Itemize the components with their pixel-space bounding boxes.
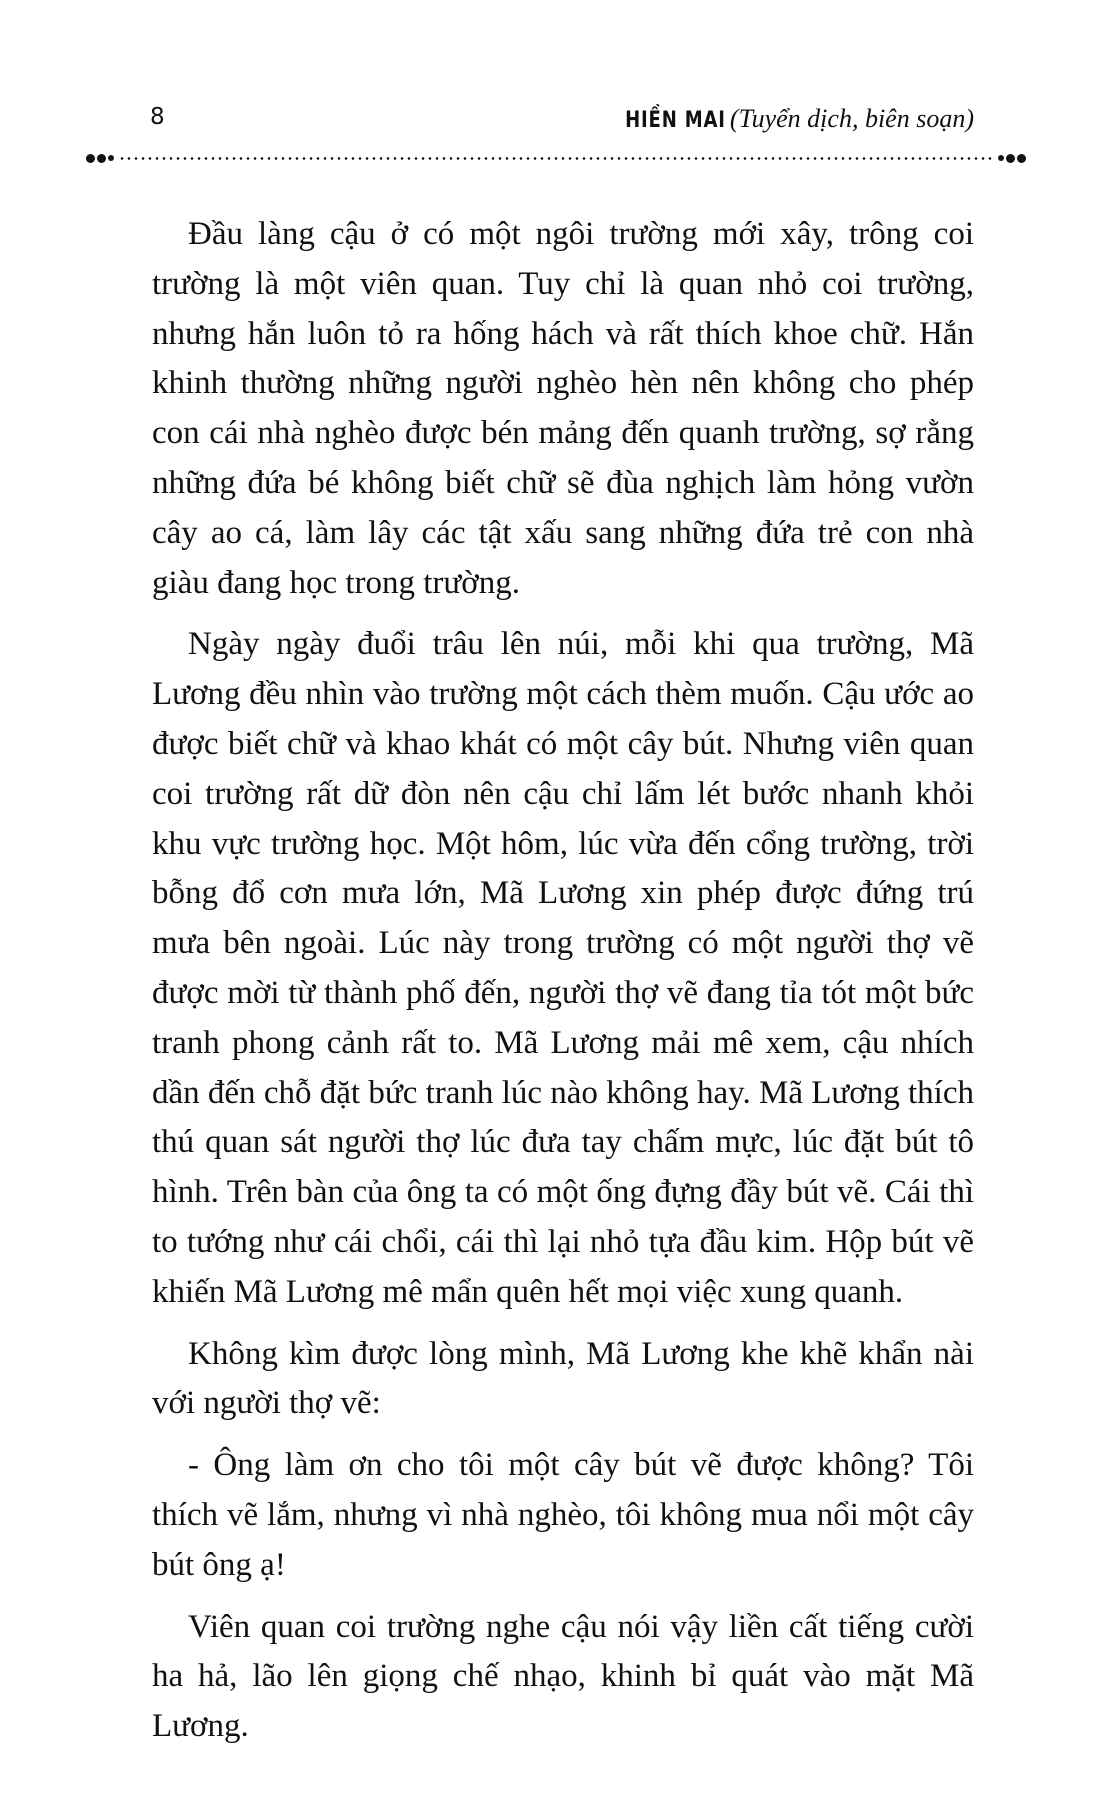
dotted-line (117, 157, 995, 160)
divider-dot-icon (108, 155, 114, 161)
running-header (150, 104, 974, 144)
divider-dot-icon (97, 154, 106, 163)
divider-dot-icon (1017, 154, 1026, 163)
divider-dot-icon (998, 155, 1004, 161)
page-number: 8 (150, 104, 165, 130)
paragraph: Viên quan coi trường nghe cậu nói vậy liền cất tiếng cười ha hả, lão lên giọng chế nhạo, khinh bỉ quát vào mặt Mã Lương. (152, 1608, 974, 1745)
paragraph: - Ông làm ơn cho tôi một cây bút vẽ được không? Tôi thích vẽ lắm, nhưng vì nhà nghèo, tôi không mua nổi một cây bút ông ạ! (152, 1447, 974, 1583)
header-subtitle: (Tuyển dịch, biên soạn) (729, 104, 974, 133)
divider-end (995, 154, 1026, 163)
paragraph: Không kìm được lòng mình, Mã Lương khe khẽ khẩn nài với người thợ vẽ: (152, 1335, 974, 1422)
header-title (603, 104, 974, 134)
paragraph: Đầu làng cậu ở có một ngôi trường mới xây, trông coi trường là một viên quan. Tuy chỉ là quan nhỏ coi trường, nhưng hắn luôn tỏ ra hống hách và rất thích khoe chữ. Hắn khinh thường những người nghèo hèn nên không cho phép con cái nhà nghèo được bén mảng đến quanh trường, sợ rằng những đứa bé không biết chữ sẽ đùa nghịch làm hỏng vườn cây ao cá, làm lây các tật xấu sang những đứa trẻ con nhà giàu đang học trong trường. (152, 216, 974, 601)
author-name: HIỀN MAI (625, 108, 726, 133)
dotted-divider (86, 151, 1026, 165)
divider-dot-icon (1006, 154, 1015, 163)
divider-dot-icon (86, 154, 95, 163)
body-text (152, 210, 974, 1764)
paragraph: Ngày ngày đuổi trâu lên núi, mỗi khi qua trường, Mã Lương đều nhìn vào trường một cách thèm muốn. Cậu ước ao được biết chữ và khao khát có một cây bút. Nhưng viên quan coi trường rất dữ đòn nên cậu chỉ lấm lét bước nhanh khỏi khu vực trường học. Một hôm, lúc vừa đến cổng trường, trời bỗng đổ cơn mưa lớn, Mã Lương xin phép được đứng trú mưa bên ngoài. Lúc này trong trường có một người thợ vẽ được mời từ thành phố đến, người thợ vẽ đang tỉa tót một bức tranh phong cảnh rất to. Mã Lương mải mê xem, cậu nhích dần đến chỗ đặt bức tranh lúc nào không hay. Mã Lương thích thú quan sát người thợ lúc đưa tay chấm mực, lúc đặt bút tô hình. Trên bàn của ông ta có một ống đựng đầy bút vẽ. Cái thì to tướng như cái chổi, cái thì lại nhỏ tựa đầu kim. Hộp bút vẽ khiến Mã Lương mê mẩn quên hết mọi việc xung quanh. (152, 626, 974, 1310)
